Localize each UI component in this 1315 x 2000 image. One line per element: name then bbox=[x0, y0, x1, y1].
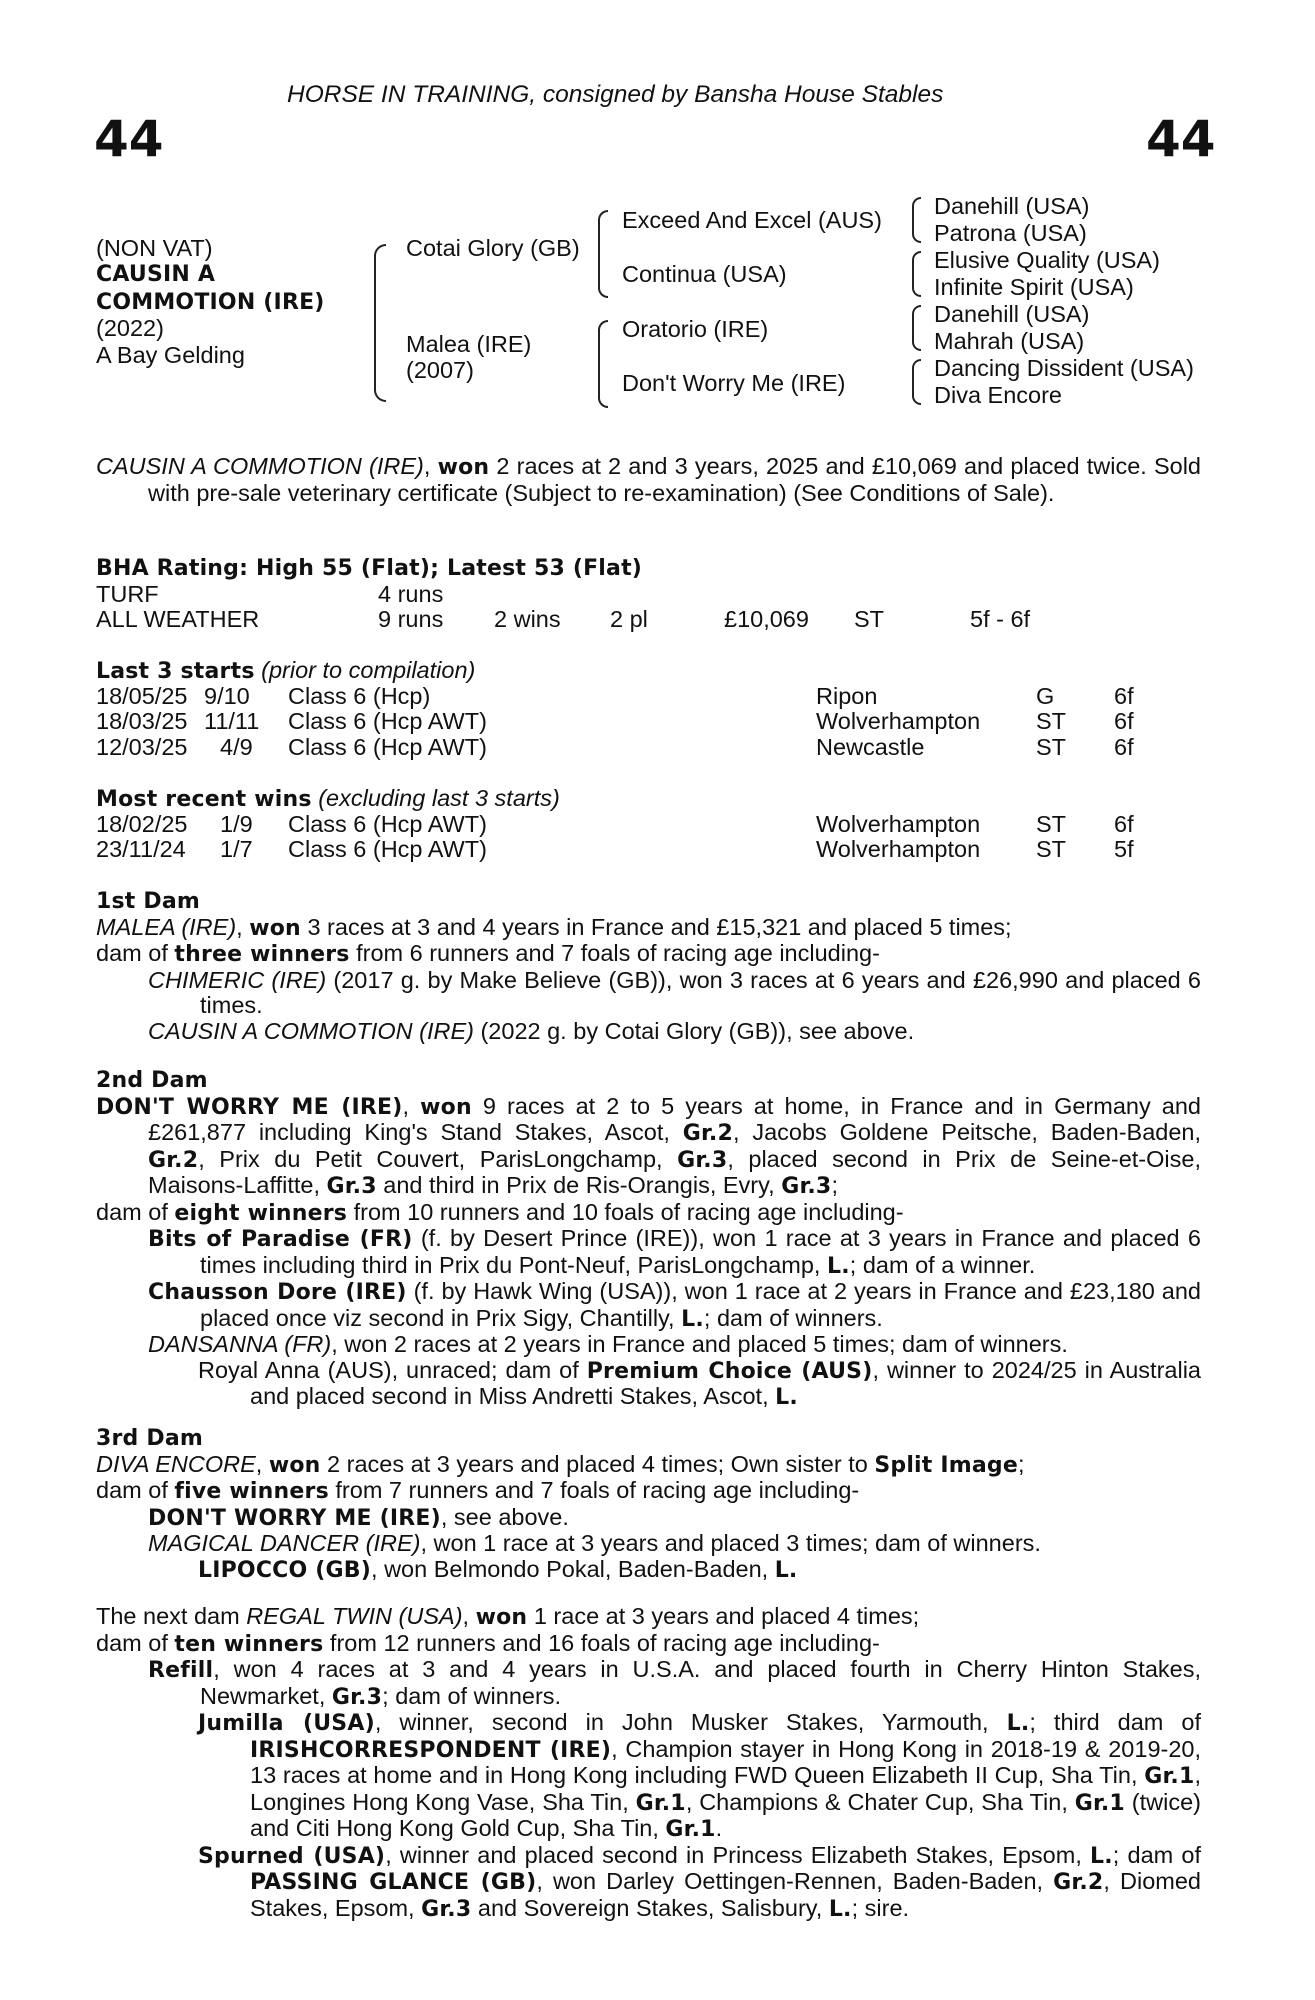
grade-label: Gr.1 bbox=[1144, 1764, 1195, 1789]
progeny-name: LIPOCCO (GB) bbox=[198, 1557, 372, 1583]
listed-label: L. bbox=[775, 1385, 798, 1410]
dam-of-label: dam of bbox=[96, 1477, 175, 1503]
start-row bbox=[96, 709, 1201, 735]
progeny-name: DON'T WORRY ME (IRE) bbox=[148, 1505, 441, 1531]
progeny-entry bbox=[148, 1226, 1201, 1279]
race-position: 9/10 bbox=[204, 682, 250, 709]
race-date: 23/11/24 bbox=[96, 836, 186, 862]
horse-name-line1: CAUSIN A bbox=[96, 262, 216, 287]
progeny-record: , winner to 2024/25 in Australia and placed second in Miss Andretti Stakes, Ascot, bbox=[250, 1356, 1201, 1409]
record-text: 2 races at 3 years and placed 4 times; Own sister to bbox=[320, 1450, 875, 1477]
won-label: won bbox=[475, 1605, 528, 1630]
progeny-entry bbox=[148, 1279, 1201, 1332]
runs: 4 runs bbox=[378, 580, 444, 607]
progeny-summary: from 7 runners and 7 foals of racing age including- bbox=[328, 1477, 860, 1503]
grade-label: Gr.2 bbox=[1053, 1870, 1104, 1895]
progeny-name: Premium Choice (AUS) bbox=[586, 1358, 873, 1384]
grade-label: Gr.3 bbox=[421, 1896, 472, 1922]
race-going: G bbox=[1036, 682, 1055, 709]
rating-section bbox=[96, 556, 1201, 633]
progeny-record: , see above. bbox=[440, 1503, 569, 1530]
race-distance: 6f bbox=[1114, 733, 1134, 760]
progeny-name: CHIMERIC (IRE) bbox=[148, 966, 327, 993]
recent-wins-section bbox=[96, 786, 1201, 863]
last-starts-note: (prior to compilation) bbox=[254, 657, 476, 683]
progeny-record: , Longines Hong Kong Vase, Sha Tin, bbox=[250, 1762, 1201, 1815]
race-position: 1/9 bbox=[220, 810, 253, 837]
surface: TURF bbox=[96, 580, 159, 607]
summary-text: 2 races at 2 and 3 years, 2025 and £10,069 and placed twice. Sold with pre-sale veterinary certificate (Subject to re-examination) (See Conditions of Sale). bbox=[148, 453, 1202, 506]
pedigree-bracket bbox=[598, 210, 608, 298]
progeny-name: Spurned (USA) bbox=[198, 1843, 386, 1869]
dam-sire-dam: Mahrah (USA) bbox=[934, 328, 1085, 354]
dam-dam-dam: Diva Encore bbox=[934, 382, 1062, 408]
grand-progeny-entry bbox=[198, 1710, 1201, 1843]
progeny-name: Refill bbox=[148, 1658, 214, 1683]
first-dam-record: 3 races at 3 and 4 years in France and £15,321 and placed 5 times; bbox=[300, 913, 1012, 940]
listed-label: L. bbox=[1006, 1711, 1030, 1736]
lot-number-right: 44 bbox=[1146, 110, 1216, 168]
race-course: Wolverhampton bbox=[816, 836, 981, 862]
grade-label: Gr.1 bbox=[635, 1790, 686, 1816]
progeny-record: ; dam of winners. bbox=[382, 1682, 562, 1709]
progeny-summary: from 10 runners and 10 foals of racing age including- bbox=[347, 1198, 904, 1225]
third-dam-heading: 3rd Dam bbox=[96, 1426, 203, 1451]
progeny-record: , Diomed Stakes, Epsom, bbox=[250, 1868, 1201, 1921]
dam-of-label: dam of bbox=[96, 1198, 175, 1225]
progeny-name: Chausson Dore (IRE) bbox=[148, 1280, 407, 1305]
sire-sire-sire: Danehill (USA) bbox=[934, 193, 1090, 219]
sibling-name: Split Image bbox=[874, 1452, 1019, 1478]
pedigree-bracket bbox=[374, 244, 386, 402]
last-starts-heading: Last 3 starts bbox=[96, 659, 255, 684]
first-dam-heading: 1st Dam bbox=[96, 889, 201, 914]
progeny-name: CAUSIN A COMMOTION (IRE) bbox=[148, 1017, 474, 1044]
winners-count: three winners bbox=[174, 942, 350, 967]
progeny-entry bbox=[148, 968, 1201, 1019]
next-dam-name: REGAL TWIN (USA) bbox=[246, 1603, 463, 1629]
lot-number-left: 44 bbox=[94, 110, 164, 168]
sire-dam-sire: Elusive Quality (USA) bbox=[934, 247, 1160, 273]
second-dam-heading: 2nd Dam bbox=[96, 1068, 208, 1093]
progeny-name: DANSANNA (FR) bbox=[148, 1331, 332, 1357]
progeny-entry bbox=[148, 1531, 1201, 1557]
pedigree-bracket bbox=[912, 359, 921, 405]
first-dam-name: MALEA (IRE) bbox=[96, 913, 237, 940]
dam-sire: Oratorio (IRE) bbox=[622, 316, 769, 342]
win-row bbox=[96, 837, 1201, 863]
won-label: won bbox=[268, 1452, 321, 1478]
race-class: Class 6 (Hcp) bbox=[288, 682, 431, 709]
progeny-record: , winner, second in John Musker Stakes, Yarmouth, bbox=[374, 1709, 1007, 1735]
race-distance: 6f bbox=[1114, 810, 1134, 837]
dam-dam-sire: Dancing Dissident (USA) bbox=[934, 355, 1194, 381]
record-text: , Jacobs Goldene Peitsche, Baden-Baden, bbox=[732, 1119, 1202, 1145]
separator: , bbox=[423, 453, 438, 479]
grade-label: Gr.3 bbox=[677, 1147, 728, 1173]
progeny-record: ; dam of bbox=[1112, 1841, 1201, 1868]
race-date: 18/03/25 bbox=[96, 708, 188, 734]
going: ST bbox=[854, 606, 885, 632]
progeny-record: ; dam of a winner. bbox=[849, 1251, 1036, 1278]
progeny-record: ; dam of winners. bbox=[703, 1304, 883, 1331]
sire-dam-dam: Infinite Spirit (USA) bbox=[934, 274, 1134, 300]
sire-dam: Continua (USA) bbox=[622, 261, 787, 287]
second-dam-section: 2nd Dam DON'T WORRY ME (IRE), won 9 races at 2 to 5 years at home, in France and in Germany and £261,877 including King's Stand Stakes, Ascot, Gr.2, Jacobs Goldene Peitsche, Baden-Baden, Gr.2, Prix du Petit Couvert, ParisLongchamp, Gr.3, placed second in Prix de Seine-et-Oise, Maisons-Laffitte, Gr.3 and third in Prix de Ris-Orangis, Evry, Gr.3; dam of eight winners from 10 runners and 10 foals of racing age including- Bits of Paradise (FR) (f. by Desert Prince (IRE)), won 1 race at 3 years in France and placed 6 times including third in Prix du Pont-Neuf, ParisLongchamp, L.; dam of a winner. Chausson Dore (IRE) (f. by Hawk Wing (USA)), won 1 race at 2 years in France and £23,180 and placed once viz second in Prix Sigy, Chantilly, L.; dam of winners. DANSANNA (FR), won 2 races at 2 years in France and placed 5 times; dam of winners. Royal Anna (AUS), unraced; dam of Premium Choice (AUS), winner to 2024/25 in Australia and placed second in Miss Andretti Stakes, Ascot, L. bbox=[96, 1068, 1202, 1410]
horse-summary bbox=[96, 454, 1201, 506]
winners-count: eight winners bbox=[174, 1200, 348, 1226]
race-position: 11/11 bbox=[204, 708, 260, 734]
record-text: ; bbox=[1018, 1450, 1025, 1477]
won-label: won bbox=[437, 455, 490, 480]
progeny-entry bbox=[148, 1019, 1201, 1045]
first-dam-section: 1st Dam MALEA (IRE), won 3 races at 3 and 4 years in France and £15,321 and placed 5 times; dam of three winners from 6 runners and 7 foals of racing age including- CHIMERIC (IRE) (2017 g. by Make Believe (GB)), won 3 races at 6 years and £26,990 and placed 6 times. CAUSIN A COMMOTION (IRE) (2022 g. by Cotai Glory (GB)), see above. bbox=[96, 889, 1201, 1044]
sire: Cotai Glory (GB) bbox=[406, 235, 580, 261]
grade-label: Gr.3 bbox=[781, 1174, 832, 1199]
dam: Malea (IRE) bbox=[406, 331, 532, 357]
recent-wins-note: (excluding last 3 starts) bbox=[311, 785, 560, 811]
pedigree-bracket bbox=[912, 251, 921, 297]
race-course: Newcastle bbox=[816, 733, 925, 760]
progeny-name: Jumilla (USA) bbox=[198, 1711, 375, 1736]
grade-label: Gr.2 bbox=[682, 1121, 733, 1146]
listed-label: L. bbox=[828, 1896, 852, 1922]
race-going: ST bbox=[1036, 733, 1067, 760]
pedigree-bracket bbox=[912, 197, 921, 243]
progeny-record: (f. by Hawk Wing (USA)), won 1 race at 2 years in France and £23,180 and placed once viz second in Prix Sigy, Chantilly, bbox=[200, 1278, 1201, 1331]
record-text: and third in Prix de Ris-Orangis, Evry, bbox=[376, 1172, 782, 1198]
progeny-record: (f. by Desert Prince (IRE)), won 1 race at 3 years in France and placed 6 times including third in Prix du Pont-Neuf, ParisLongchamp, bbox=[200, 1225, 1201, 1278]
progeny-record: , won 1 race at 3 years and placed 3 times; dam of winners. bbox=[420, 1530, 1041, 1556]
race-course: Wolverhampton bbox=[816, 708, 981, 734]
race-class: Class 6 (Hcp AWT) bbox=[288, 810, 487, 837]
progeny-record: , winner and placed second in Princess Elizabeth Stakes, Epsom, bbox=[385, 1841, 1091, 1868]
race-course: Ripon bbox=[816, 682, 878, 709]
grade-label: Gr.1 bbox=[1074, 1790, 1125, 1816]
placed: 2 pl bbox=[610, 606, 648, 632]
page-title: HORSE IN TRAINING, consigned by Bansha House Stables bbox=[287, 81, 944, 108]
race-position: 4/9 bbox=[220, 733, 253, 760]
pedigree-bracket bbox=[912, 305, 921, 351]
horse-description: A Bay Gelding bbox=[96, 342, 245, 368]
won-label: won bbox=[420, 1094, 472, 1120]
star-name: IRISHCORRESPONDENT (IRE) bbox=[250, 1737, 612, 1763]
record-text: , placed second in Prix de Seine-et-Oise, Maisons-Laffitte, bbox=[148, 1145, 1201, 1198]
progeny-entry bbox=[148, 1657, 1201, 1710]
recent-wins-heading: Most recent wins bbox=[96, 787, 312, 812]
progeny-record: (2017 g. by Make Believe (GB)), won 3 races at 6 years and £26,990 and placed 6 times. bbox=[200, 966, 1201, 1018]
race-class: Class 6 (Hcp AWT) bbox=[288, 836, 487, 862]
dam-year: (2007) bbox=[406, 357, 474, 383]
grand-progeny-entry bbox=[198, 1358, 1201, 1411]
progeny-summary: from 6 runners and 7 foals of racing age including- bbox=[349, 940, 880, 966]
grade-label: Gr.1 bbox=[665, 1817, 716, 1842]
start-row bbox=[96, 684, 1201, 710]
rating-row bbox=[96, 607, 1201, 633]
sire-sire: Exceed And Excel (AUS) bbox=[622, 207, 882, 233]
race-distance: 6f bbox=[1114, 708, 1134, 734]
race-course: Wolverhampton bbox=[816, 810, 981, 837]
race-position: 1/7 bbox=[220, 836, 253, 862]
progeny-record: , won 4 races at 3 and 4 years in U.S.A. and placed fourth in Cherry Hinton Stakes, Newmarket, bbox=[200, 1656, 1201, 1709]
last-starts-section bbox=[96, 658, 1201, 760]
next-dam-intro: The next dam bbox=[96, 1603, 247, 1629]
start-row bbox=[96, 735, 1201, 761]
dam-sire-sire: Danehill (USA) bbox=[934, 301, 1090, 327]
progeny-name: Bits of Paradise (FR) bbox=[148, 1227, 413, 1252]
race-going: ST bbox=[1036, 708, 1067, 734]
race-date: 12/03/25 bbox=[96, 733, 188, 760]
record-text: ; bbox=[831, 1172, 838, 1198]
progeny-record: , won 2 races at 2 years in France and placed 5 times; dam of winners. bbox=[331, 1331, 1068, 1357]
race-distance: 6f bbox=[1114, 682, 1134, 709]
progeny-entry bbox=[148, 1505, 1201, 1532]
progeny-summary: from 12 runners and 16 foals of racing age including- bbox=[323, 1629, 880, 1656]
progeny-record: ; third dam of bbox=[1029, 1709, 1201, 1735]
progeny-record: , Champion stayer in Hong Kong in 2018-19 & 2019-20, 13 races at home and in Hong Kong including FWD Queen Elizabeth II Cup, Sha Tin, bbox=[250, 1735, 1202, 1788]
progeny-record: , Champions & Chater Cup, Sha Tin, bbox=[685, 1788, 1075, 1815]
sire-sire-dam: Patrona (USA) bbox=[934, 220, 1087, 246]
race-date: 18/05/25 bbox=[96, 682, 188, 709]
dam-dam: Don't Worry Me (IRE) bbox=[622, 370, 846, 396]
separator: , bbox=[462, 1603, 476, 1629]
progeny-entry bbox=[148, 1332, 1201, 1358]
surface: ALL WEATHER bbox=[96, 606, 260, 632]
progeny-name: MAGICAL DANCER (IRE) bbox=[148, 1530, 421, 1556]
horse-name: CAUSIN A COMMOTION (IRE) bbox=[96, 453, 424, 479]
race-class: Class 6 (Hcp AWT) bbox=[288, 708, 487, 734]
grand-progeny-entry bbox=[198, 1843, 1201, 1923]
second-dam-name: DON'T WORRY ME (IRE) bbox=[96, 1094, 403, 1120]
race-date: 18/02/25 bbox=[96, 810, 188, 837]
record-text: , Prix du Petit Couvert, ParisLongchamp, bbox=[198, 1145, 678, 1172]
third-dam-section: 3rd Dam DIVA ENCORE, won 2 races at 3 years and placed 4 times; Own sister to Split Image; dam of five winners from 7 runners and 7 foals of racing age including- DON'T WORRY ME (IRE), see above. MAGICAL DANCER (IRE), won 1 race at 3 years and placed 3 times; dam of winners. LIPOCCO (GB), won Belmondo Pokal, Baden-Baden, L. bbox=[96, 1426, 1201, 1583]
horse-name-line2: COMMOTION (IRE) bbox=[96, 290, 325, 315]
listed-label: L. bbox=[826, 1253, 850, 1279]
dam-of-label: dam of bbox=[96, 1629, 175, 1656]
rating-heading: BHA Rating: High 55 (Flat); Latest 53 (Flat) bbox=[96, 556, 643, 581]
progeny-record: , won Darley Oettingen-Rennen, Baden-Baden, bbox=[536, 1868, 1054, 1894]
wins: 2 wins bbox=[494, 606, 561, 632]
listed-label: L. bbox=[681, 1306, 704, 1332]
grade-label: Gr.3 bbox=[331, 1684, 383, 1710]
record-text: 9 races at 2 to 5 years at home, in France and in Germany and £261,877 including King's Stand Stakes, Ascot, bbox=[148, 1092, 1202, 1145]
progeny-record: (2022 g. by Cotai Glory (GB)), see above. bbox=[473, 1017, 915, 1044]
rating-row bbox=[96, 582, 1201, 608]
grand-progeny-entry bbox=[198, 1557, 1201, 1584]
race-going: ST bbox=[1036, 810, 1067, 837]
next-dam-section bbox=[96, 1604, 1201, 1922]
dam-of-label: dam of bbox=[96, 940, 175, 966]
distance: 5f - 6f bbox=[970, 606, 1031, 632]
listed-label: L. bbox=[1090, 1843, 1113, 1869]
record-text: 1 race at 3 years and placed 4 times; bbox=[527, 1603, 920, 1629]
progeny-record: (twice) and Citi Hong Kong Gold Cup, Sha Tin, bbox=[250, 1788, 1201, 1841]
winners-count: ten winners bbox=[174, 1631, 324, 1657]
vat-status: (NON VAT) bbox=[96, 235, 213, 261]
race-going: ST bbox=[1036, 836, 1067, 862]
race-class: Class 6 (Hcp AWT) bbox=[288, 733, 487, 760]
star-name: PASSING GLANCE (GB) bbox=[250, 1870, 537, 1895]
listed-label: L. bbox=[774, 1557, 798, 1583]
race-distance: 5f bbox=[1114, 836, 1134, 862]
progeny-record: . bbox=[715, 1815, 723, 1841]
grade-label: Gr.2 bbox=[148, 1147, 199, 1173]
progeny-record: ; sire. bbox=[851, 1894, 910, 1921]
win-row bbox=[96, 812, 1201, 838]
pedigree-bracket bbox=[598, 320, 608, 408]
grade-label: Gr.3 bbox=[326, 1174, 377, 1199]
winners-count: five winners bbox=[174, 1479, 329, 1504]
horse-year: (2022) bbox=[96, 315, 164, 341]
runs: 9 runs bbox=[378, 606, 444, 632]
progeny-record: Royal Anna (AUS), unraced; dam of bbox=[198, 1356, 587, 1383]
progeny-record: , won Belmondo Pokal, Baden-Baden, bbox=[371, 1555, 775, 1582]
won-label: won bbox=[249, 915, 301, 941]
progeny-record: and Sovereign Stakes, Salisbury, bbox=[471, 1894, 829, 1921]
third-dam-name: DIVA ENCORE bbox=[96, 1450, 256, 1477]
prize-money: £10,069 bbox=[724, 606, 809, 632]
